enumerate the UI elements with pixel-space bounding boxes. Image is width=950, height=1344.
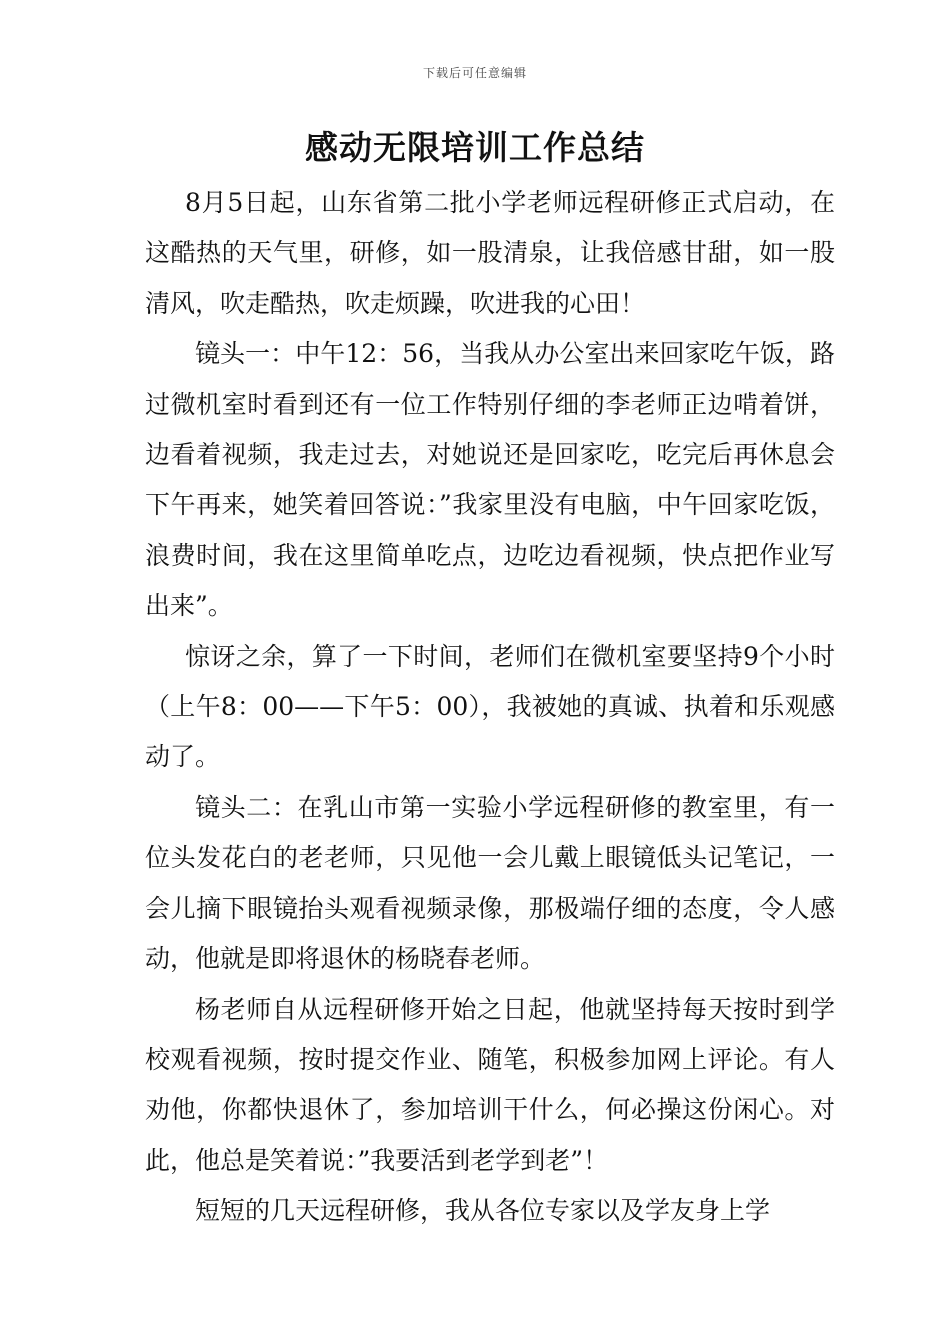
paragraph-intro: 8月5日起，山东省第二批小学老师远程研修正式启动，在这酷热的天气里，研修，如一股清泉，让我倍感甘甜，如一股清风，吹走酷热，吹走烦躁，吹进我的心田！ xyxy=(145,188,835,318)
header-note: 下载后可任意编辑 xyxy=(422,66,527,80)
paragraph-reflection: 短短的几天远程研修，我从各位专家以及学友身上学 xyxy=(195,1196,771,1226)
paragraph-scene-two: 镜头二：在乳山市第一实验小学远程研修的教室里，有一位头发花白的老老师，只见他一会儿戴上眼镜低头记笔记，一会儿摘下眼镜抬头观看视频录像，那极端仔细的态度，令人感动，他就是即将退休的杨晓春老师。 xyxy=(145,792,835,974)
document-title: 感动无限培训工作总结 xyxy=(305,128,645,167)
document-body xyxy=(145,178,835,1237)
paragraph-teacher-yang: 杨老师自从远程研修开始之日起，他就坚持每天按时到学校观看视频，按时提交作业、随笔，积极参加网上评论。有人劝他，你都快退休了，参加培训干什么，何必操这份闲心。对此，他总是笑着说：”我要活到老学到老”！ xyxy=(145,994,835,1175)
paragraph-surprise: 惊讶之余，算了一下时间，老师们在微机室要坚持9个小时（上午8：00——下午5：00），我被她的真诚、执着和乐观感动了。 xyxy=(145,641,835,772)
paragraph-scene-one: 镜头一：中午12：56，当我从办公室出来回家吃午饭，路过微机室时看到还有一位工作特别仔细的李老师正边啃着饼，边看着视频，我走过去，对她说还是回家吃，吃完后再休息会下午再来，她笑着回答说：”我家里没有电脑，中午回家吃饭，浪费时间，我在这里简单吃点，边吃边看视频，快点把作业写出来”。 xyxy=(145,339,835,621)
